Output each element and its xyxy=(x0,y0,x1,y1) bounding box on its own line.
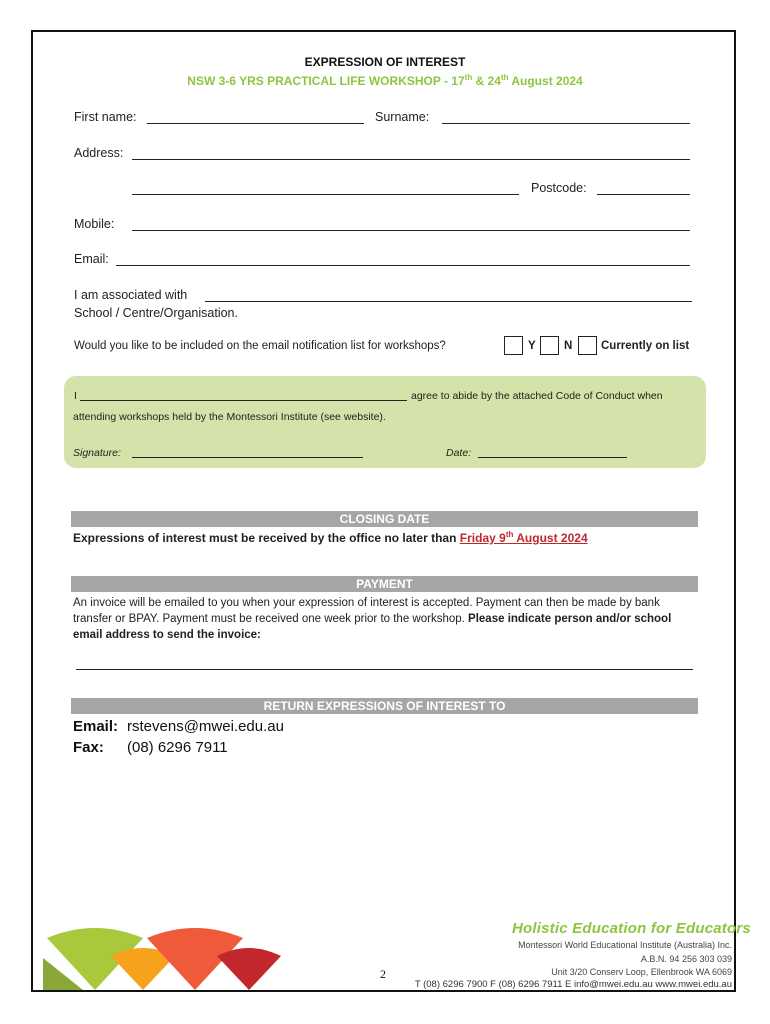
associated-label: I am associated with xyxy=(74,288,188,302)
postcode-field[interactable] xyxy=(597,194,690,195)
brand-tagline: Holistic Education for Educators xyxy=(512,920,751,937)
closing-deadline: Friday 9th August 2024 xyxy=(459,530,588,545)
page-number: 2 xyxy=(380,967,386,981)
notify-yes-checkbox[interactable] xyxy=(504,336,523,355)
associated-label-line2: School / Centre/Organisation. xyxy=(74,306,238,320)
return-fax-value: (08) 6296 7911 xyxy=(127,739,228,756)
agreement-text-line2: attending workshops held by the Montessori Institute (see website). xyxy=(73,411,386,423)
email-field[interactable] xyxy=(116,265,690,266)
closing-date-text: Expressions of interest must be received by the office no later than Friday 9th August 2024 xyxy=(73,530,588,545)
associated-field[interactable] xyxy=(205,301,692,302)
form-title: EXPRESSION OF INTEREST xyxy=(304,55,466,69)
first-name-field[interactable] xyxy=(147,123,364,124)
address-field-line2[interactable] xyxy=(132,194,519,195)
return-email-value[interactable]: rstevens@mwei.edu.au xyxy=(127,718,284,735)
brand-logo-shapes xyxy=(43,918,298,992)
email-label: Email: xyxy=(74,252,109,266)
footer-address: Unit 3/20 Conserv Loop, Ellenbrook WA 6069 xyxy=(551,967,732,977)
address-field[interactable] xyxy=(132,159,690,160)
postcode-label: Postcode: xyxy=(531,181,587,195)
signature-label: Signature: xyxy=(73,447,121,459)
return-fax-label: Fax: xyxy=(73,739,104,756)
return-header: RETURN EXPRESSIONS OF INTEREST TO xyxy=(71,698,698,714)
first-name-label: First name: xyxy=(74,110,137,124)
agreement-prefix: I xyxy=(74,390,77,402)
mobile-field[interactable] xyxy=(132,230,690,231)
date-field[interactable] xyxy=(478,457,627,458)
closing-date-header: CLOSING DATE xyxy=(71,511,698,527)
workshop-subtitle: NSW 3-6 YRS PRACTICAL LIFE WORKSHOP - 17th & 24th August 2024 xyxy=(187,73,583,88)
agreement-text: agree to abide by the attached Code of Conduct when xyxy=(411,390,663,402)
date-label: Date: xyxy=(446,447,472,459)
notify-question: Would you like to be included on the email notification list for workshops? xyxy=(74,340,446,352)
footer-org-name: Montessori World Educational Institute (Australia) Inc. xyxy=(518,940,732,950)
payment-text: An invoice will be emailed to you when your expression of interest is accepted. Payment can then be made by bank transfer or BPAY. Payment must be received one week prior to the workshop. Please indicate person and/or school email address to send the invoice: xyxy=(73,597,672,641)
footer-contact: T (08) 6296 7900 F (08) 6296 7911 E info@mwei.edu.au www.mwei.edu.au xyxy=(414,979,732,990)
payment-header: PAYMENT xyxy=(71,576,698,592)
footer-abn: A.B.N. 94 256 303 039 xyxy=(640,954,732,964)
logo-darkred-shape xyxy=(217,948,281,990)
signature-field[interactable] xyxy=(132,457,363,458)
notify-current-label: Currently on list xyxy=(601,340,690,352)
notify-current-checkbox[interactable] xyxy=(578,336,597,355)
mobile-label: Mobile: xyxy=(74,217,115,231)
surname-field[interactable] xyxy=(442,123,690,124)
return-email-label: Email: xyxy=(73,718,119,735)
surname-label: Surname: xyxy=(375,110,430,124)
notify-yes-label: Y xyxy=(528,340,536,352)
address-label: Address: xyxy=(74,146,124,160)
notify-no-checkbox-left xyxy=(540,336,559,355)
invoice-email-field[interactable] xyxy=(76,669,693,670)
notify-no-label: N xyxy=(564,340,573,352)
agreement-name-field[interactable] xyxy=(80,400,407,401)
